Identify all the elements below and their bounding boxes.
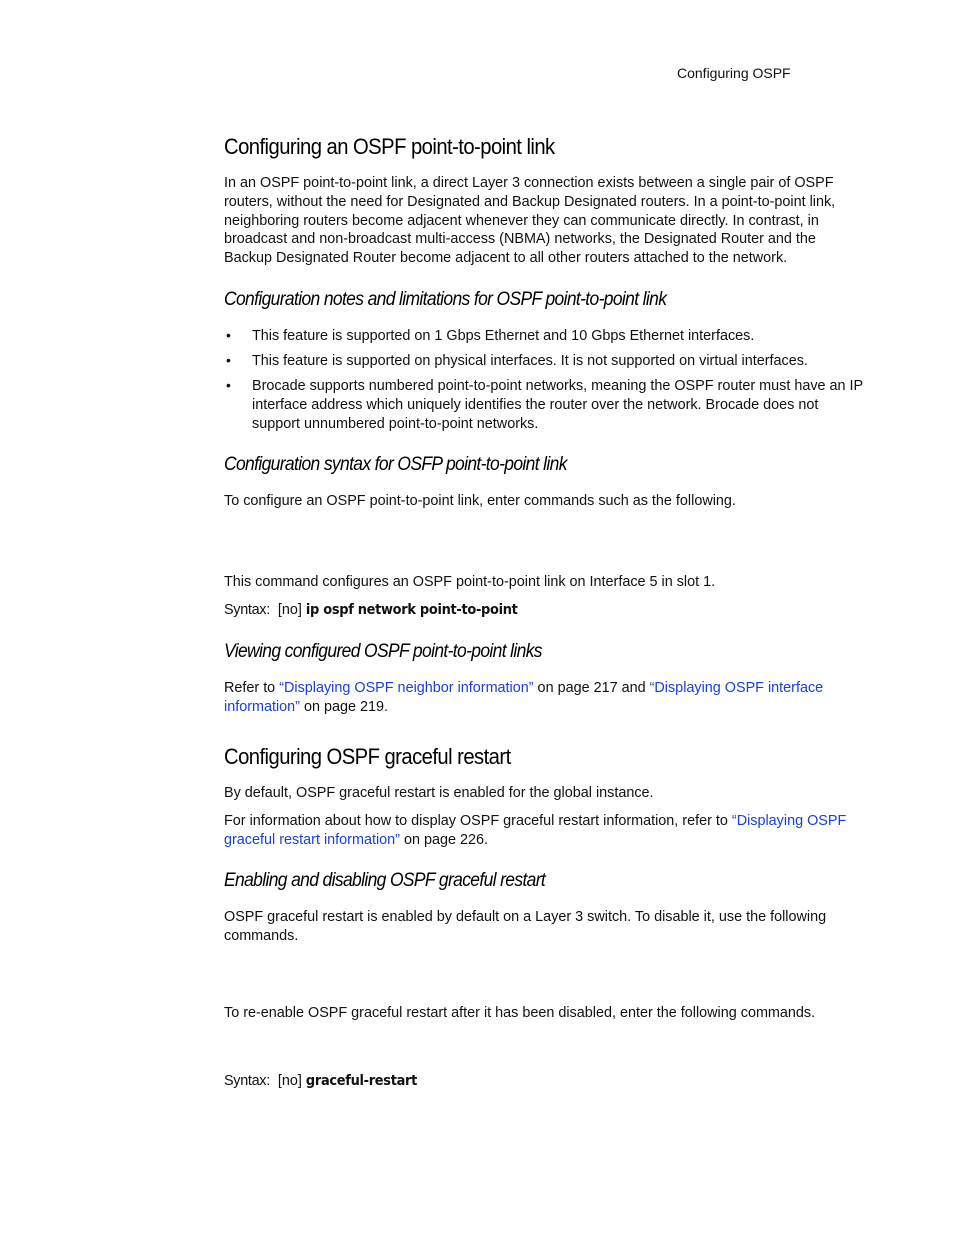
xref-graceful-restart-link[interactable]: “Displaying OSPF graceful restart information”: [224, 813, 847, 848]
syntax-bracket: ]: [297, 602, 302, 618]
gr-default-text: By default, OSPF graceful restart is enabled for the global instance.: [224, 785, 654, 801]
gr-info-paragraph: [224, 812, 864, 850]
subsection-title-enable-disable: Enabling and disabling OSPF graceful restart: [224, 870, 546, 891]
gr-info-text: on page 226.: [399, 831, 488, 848]
section-title-p2p: Configuring an OSPF point-to-point link: [224, 134, 555, 159]
syntax-bracket: ]: [297, 1073, 302, 1089]
subsection-title-notes: Configuration notes and limitations for OSPF point-to-point link: [224, 289, 667, 310]
syntax-no-keyword: no: [281, 1073, 298, 1089]
section-title-graceful-restart: Configuring OSPF graceful restart: [224, 744, 511, 769]
viewing-paragraph: [224, 679, 864, 717]
syntax-line-p2p: [224, 602, 518, 618]
gr-info-text: For information about how to display OSPF graceful restart information, refer to: [224, 813, 732, 829]
syntax-label: Syntax:: [224, 1073, 270, 1089]
viewing-text: Refer to: [224, 680, 280, 696]
syntax-command: ip ospf network point-to-point: [305, 602, 518, 618]
syntax-no-keyword: no: [281, 602, 298, 618]
xref-interface-link[interactable]: “Displaying OSPF interface information”: [224, 680, 824, 715]
viewing-text: on page 217 and: [533, 680, 650, 696]
syntax-label: Syntax:: [224, 602, 270, 618]
xref-neighbor-link[interactable]: “Displaying OSPF neighbor information”: [279, 680, 534, 696]
bullet-marker: •: [226, 352, 231, 368]
gr-disable-text: OSPF graceful restart is enabled by default on a Layer 3 switch. To disable it, use the following commands.: [224, 909, 827, 944]
syntax-intro-text: To configure an OSPF point-to-point link, enter commands such as the following.: [224, 493, 736, 509]
subsection-title-viewing: Viewing configured OSPF point-to-point links: [224, 641, 542, 662]
syntax-command: graceful-restart: [305, 1073, 418, 1089]
p2p-intro-paragraph: In an OSPF point-to-point link, a direct Layer 3 connection exists between a single pair of OSPF routers, without the need for Designated and Backup Designated routers. In a point-to-point link, neighboring routers become adjacent whenever they can communicate directly. In contrast, in broadcast and non-broadcast multi-access (NBMA) networks, the Designated Router and the Backup Designated Router become adjacent to all other routers attached to the network.: [224, 175, 836, 267]
bullet-marker: •: [226, 377, 231, 393]
subsection-title-syntax: Configuration syntax for OSFP point-to-point link: [224, 454, 567, 475]
bullet-marker: •: [226, 327, 231, 343]
gr-reenable-text: To re-enable OSPF graceful restart after it has been disabled, enter the following commands.: [224, 1005, 816, 1021]
syntax-bracket: [: [277, 602, 282, 618]
running-header: Configuring OSPF: [677, 65, 791, 81]
syntax-line-graceful-restart: [224, 1073, 417, 1089]
bullet-item: This feature is supported on physical interfaces. It is not supported on virtual interfaces.: [252, 353, 808, 369]
syntax-bracket: [: [277, 1073, 282, 1089]
viewing-text: on page 219.: [299, 698, 389, 715]
syntax-description: This command configures an OSPF point-to-point link on Interface 5 in slot 1.: [224, 574, 716, 590]
bullet-item: Brocade supports numbered point-to-point networks, meaning the OSPF router must have an IP interface address which uniquely identifies the router over the network. Brocade does not support unnumbered point-to-point networks.: [252, 378, 863, 432]
bullet-item: This feature is supported on 1 Gbps Ethernet and 10 Gbps Ethernet interfaces.: [252, 328, 755, 344]
